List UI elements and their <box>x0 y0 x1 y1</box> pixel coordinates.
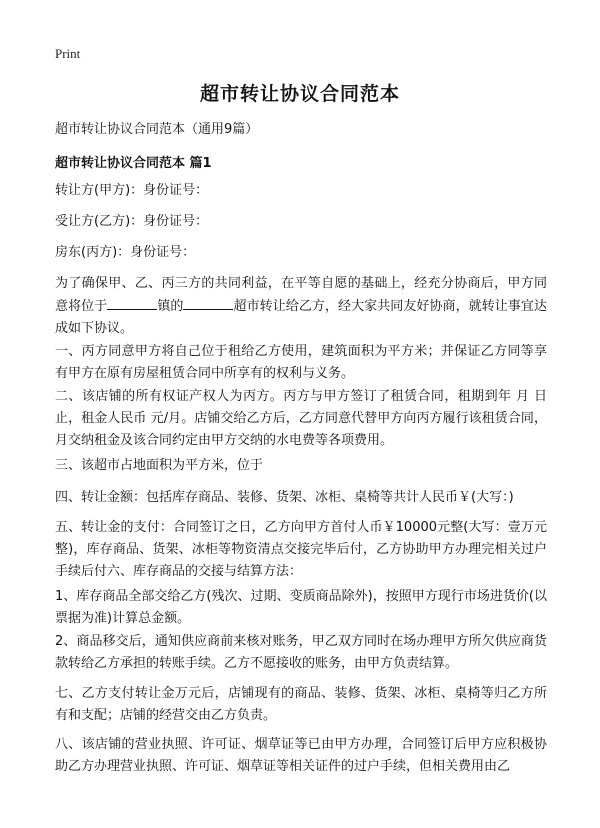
clause-paragraph: 2、商品移交后，通知供应商前来核对账务，甲乙双方同时在场办理甲方所欠供应商货款转给乙方承担的转账手续。乙方不愿接收的账务，由甲方负责结算。 <box>55 634 547 671</box>
clause-paragraph: 八、该店铺的营业执照、许可证、烟草证等已由甲方办理，合同签订后甲方应积极协助乙方办理营业执照、许可证、烟草证等相关证件的过户手续，但相关费用由乙 <box>55 737 547 774</box>
print-label: Print <box>55 46 81 61</box>
party-b-line: 受让方(乙方)：身份证号： <box>55 214 209 229</box>
party-a-line: 转让方(甲方)：身份证号： <box>55 183 209 198</box>
clause-paragraph: 五、转让金的支付：合同签订之日，乙方向甲方首付人币￥10000元整(大写：壹万元整)，库存商品、货架、冰柜等物资清点交接完毕后付，乙方协助甲方办理完相关过户手续后付六、库存商品的交接与结算方法： <box>55 520 547 579</box>
party-c-line: 房东(丙方)：身份证号： <box>55 245 196 260</box>
clause-paragraph: 四、转让金额：包括库存商品、装修、货架、冰柜、桌椅等共计人民币￥(大写：) <box>55 490 514 505</box>
clause-paragraph: 一、丙方同意甲方将自己位于租给乙方使用，建筑面积为平方米；并保证乙方同等享有甲方在原有房屋租赁合同中所享有的权利与义务。 <box>55 344 547 381</box>
blank-field <box>107 295 157 310</box>
document-subtitle: 超市转让协议合同范本（通用9篇） <box>55 122 259 137</box>
intro-text-3: 超市转让给乙方，经大家共同友好协商，就转让事宜达成如下协议。 <box>55 299 547 336</box>
clause-paragraph: 1、库存商品全部交给乙方(残次、过期、变质商品除外)，按照甲方现行市场进货价(以票据为准)计算总金额。 <box>55 589 547 626</box>
document-title: 超市转让协议合同范本 <box>199 83 400 105</box>
clause-paragraph: 七、乙方支付转让金万元后，店铺现有的商品、装修、货架、冰柜、桌椅等归乙方所有和支配；店铺的经营交由乙方负责。 <box>55 686 547 723</box>
blank-field <box>183 295 233 310</box>
intro-paragraph <box>55 273 547 340</box>
section-heading: 超市转让协议合同范本 篇1 <box>55 156 212 171</box>
intro-text-1: 为了确保甲、乙、丙三方的共同利益，在平等自愿的基础上，经充分协商后，甲方同意将位于 <box>55 276 547 314</box>
clause-paragraph: 二、该店铺的所有权证产权人为丙方。丙方与甲方签订了租赁合同，租期到年 月 日止，租金人民币 元/月。店铺交给乙方后，乙方同意代替甲方向丙方履行该租赁合同，月交纳租金及该合同约定由甲方交纳的水电费等各项费用。 <box>55 389 547 448</box>
intro-text-2: 镇的 <box>157 299 184 314</box>
clause-paragraph: 三、该超市占地面积为平方米，位于 <box>55 458 264 473</box>
